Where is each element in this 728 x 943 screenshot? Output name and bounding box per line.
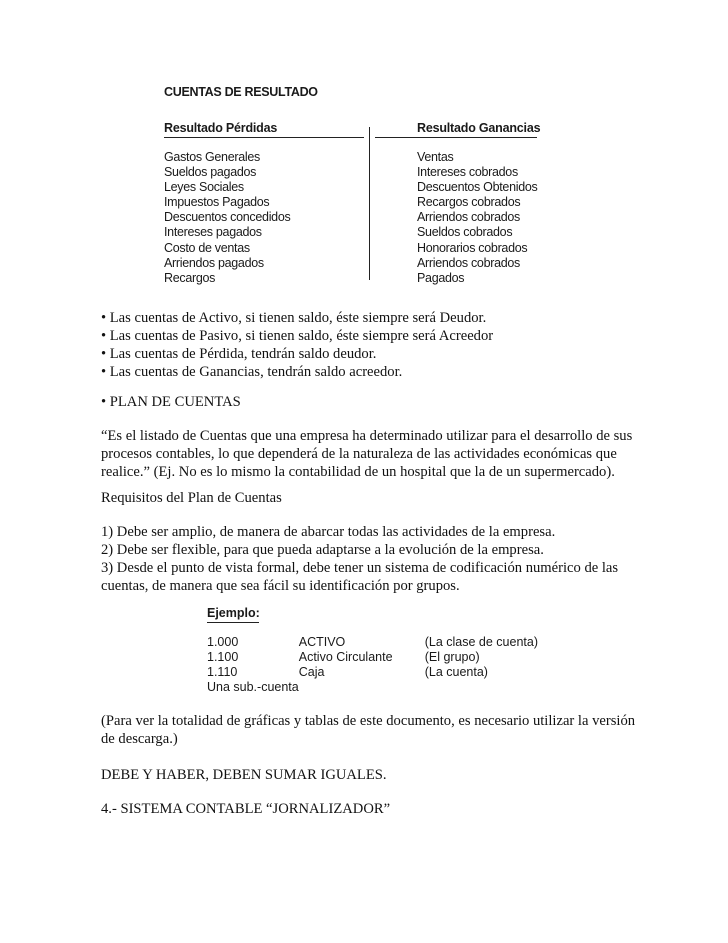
ejemplo-table: [207, 635, 538, 695]
list-item: Arriendos pagados: [164, 255, 264, 270]
note-cell: (La cuenta): [424, 665, 488, 679]
ganancias-list: [417, 150, 537, 286]
cuentas-resultado-figure: [0, 0, 728, 300]
sistema-contable-heading: 4.- SISTEMA CONTABLE “JORNALIZADOR”: [101, 801, 391, 817]
note-cell: (El grupo): [424, 650, 480, 664]
bullet-line: • Las cuentas de Pérdida, tendrán saldo deudor.: [101, 346, 377, 362]
list-item: Sueldos cobrados: [417, 225, 513, 240]
t-account-divider: [369, 127, 370, 280]
code-cell: 1.000: [207, 635, 239, 649]
requisito-line: 2) Debe ser flexible, para que pueda adaptarse a la evolución de la empresa.: [101, 542, 544, 558]
code-cell: 1.100: [207, 650, 239, 664]
ejemplo-underline: [207, 622, 259, 623]
bullet-line: • Las cuentas de Pasivo, si tienen saldo, éste siempre será Acreedor: [101, 328, 494, 344]
list-item: Intereses pagados: [164, 225, 262, 240]
bullet-line: • Las cuentas de Activo, si tienen saldo, éste siempre será Deudor.: [101, 310, 487, 326]
list-item: Descuentos Obtenidos: [417, 180, 538, 195]
name-cell: ACTIVO: [298, 635, 346, 649]
requisito-line: cuentas, de manera que sea fácil su identificación por grupos.: [101, 578, 460, 594]
list-item: Arriendos cobrados: [417, 210, 520, 225]
note-cell: (La clase de cuenta): [424, 635, 538, 649]
paragraph-line: procesos contables, lo que dependerá de la naturaleza de las actividades económicas que: [101, 446, 617, 462]
table-row: [207, 650, 538, 665]
list-item: Gastos Generales: [164, 150, 260, 164]
name-cell: Caja: [298, 665, 325, 679]
list-item: Leyes Sociales: [164, 180, 244, 195]
download-note: [101, 712, 661, 748]
figure-title: CUENTAS DE RESULTADO: [164, 85, 318, 99]
list-item: Pagados: [417, 270, 465, 285]
name-cell: Activo Circulante: [298, 650, 393, 664]
requisito-line: 1) Debe ser amplio, de manera de abarcar todas las actividades de la empresa.: [101, 524, 556, 540]
list-item: Honorarios cobrados: [417, 240, 528, 255]
note-line: de descarga.): [101, 731, 178, 747]
table-row: [207, 680, 538, 695]
list-item: Sueldos pagados: [164, 165, 257, 180]
ganancias-heading-underline: [375, 137, 537, 138]
list-item: Costo de ventas: [164, 240, 250, 255]
table-row: [207, 665, 538, 680]
ejemplo-title: Ejemplo:: [207, 606, 260, 620]
plan-de-cuentas-heading: • PLAN DE CUENTAS: [101, 394, 241, 410]
list-item: Descuentos concedidos: [164, 210, 291, 225]
bullet-line: • Las cuentas de Ganancias, tendrán saldo acreedor.: [101, 364, 403, 380]
list-item: Recargos: [164, 270, 216, 285]
ganancias-heading: Resultado Ganancias: [417, 121, 541, 135]
name-cell: [299, 680, 425, 695]
list-item: Arriendos cobrados: [417, 255, 520, 270]
perdidas-list: [164, 150, 290, 286]
saldo-bullets: [101, 309, 661, 381]
paragraph-line: realice.” (Ej. No es lo mismo la contabilidad de un hospital que la de un supermercado).: [101, 464, 615, 480]
list-item: Impuestos Pagados: [164, 195, 270, 210]
perdidas-heading-underline: [164, 137, 364, 138]
requisitos-heading: Requisitos del Plan de Cuentas: [101, 490, 282, 506]
definition-paragraph: [101, 427, 661, 481]
code-cell: 1.110: [207, 665, 238, 679]
table-row: [207, 635, 538, 650]
note-cell: [425, 680, 538, 695]
list-item: Ventas: [417, 150, 454, 164]
paragraph-line: “Es el listado de Cuentas que una empresa ha determinado utilizar para el desarrollo de sus: [101, 428, 633, 444]
code-cell: Una sub.-cuenta: [207, 680, 299, 694]
debe-haber-statement: DEBE Y HABER, DEBEN SUMAR IGUALES.: [101, 767, 387, 783]
list-item: Recargos cobrados: [417, 195, 521, 210]
requisitos-list: [101, 523, 661, 595]
note-line: (Para ver la totalidad de gráficas y tablas de este documento, es necesario utilizar la versión: [101, 713, 636, 729]
perdidas-heading: Resultado Pérdidas: [164, 121, 278, 135]
requisito-line: 3) Desde el punto de vista formal, debe tener un sistema de codificación numérico de las: [101, 560, 619, 576]
list-item: Intereses cobrados: [417, 165, 518, 180]
